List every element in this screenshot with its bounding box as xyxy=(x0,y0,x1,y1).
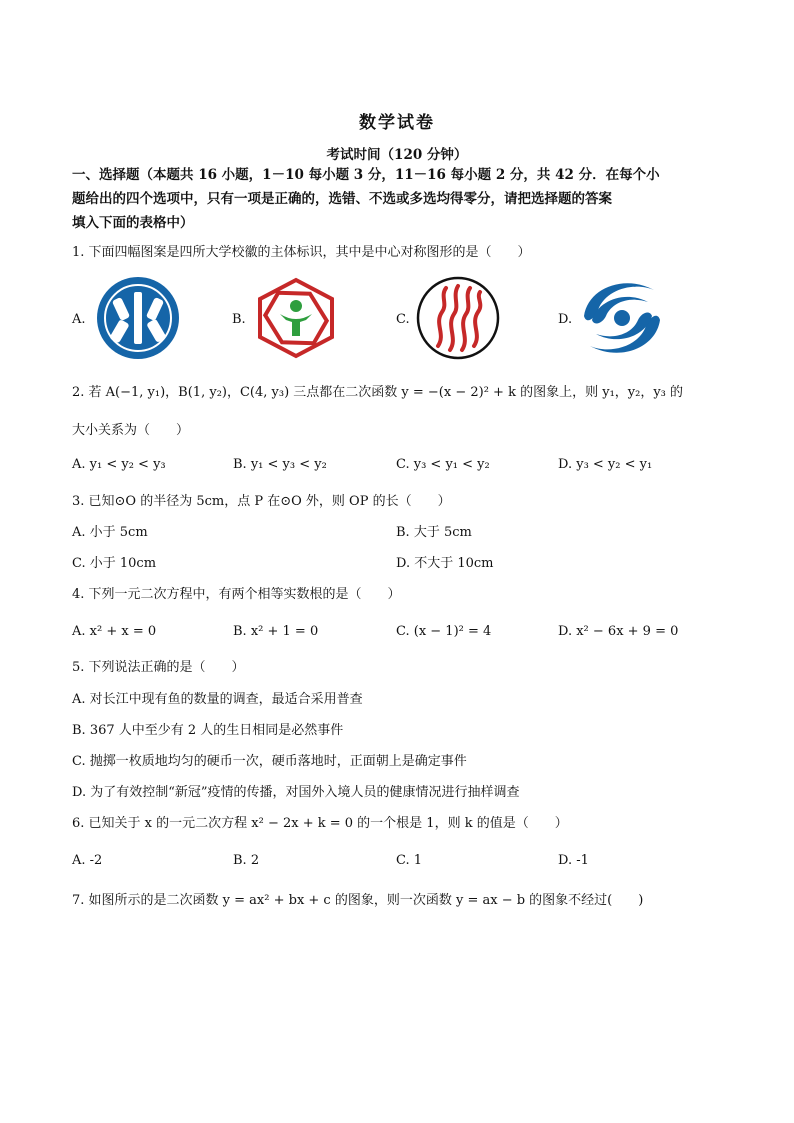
q6-option-b: B. 2 xyxy=(233,853,260,868)
question-7-stem: 7. 如图所示的是二次函数 y = ax² + bx + c 的图象，则一次函数 y = ax − b 的图象不经过( ) xyxy=(72,893,644,908)
q2-option-d: D. y₃ < y₂ < y₁ xyxy=(558,457,653,472)
question-1-stem: 1. 下面四幅图案是四所大学校徽的主体标识，其中是中心对称图形的是（ ） xyxy=(72,245,531,260)
q2-option-c: C. y₃ < y₁ < y₂ xyxy=(396,457,490,472)
section-heading-line-1: 一、选择题（本题共 16 小题，1－10 每小题 3 分，11－16 每小题 2 分，共 42 分．在每个小 xyxy=(72,167,660,183)
exam-time: 考试时间（120 分钟） xyxy=(326,147,468,163)
page-title: 数学试卷 xyxy=(359,113,435,133)
section-heading-line-3: 填入下面的表格中） xyxy=(72,215,194,231)
q1-option-d-label: D. xyxy=(558,312,573,327)
q4-option-c: C. (x − 1)² = 4 xyxy=(396,624,492,639)
q3-option-d: D. 不大于 10cm xyxy=(396,556,494,571)
q1-option-b-label: B. xyxy=(232,312,246,327)
q5-option-a: A. 对长江中现有鱼的数量的调查，最适合采用普查 xyxy=(72,692,363,707)
q5-option-c: C. 抛掷一枚质地均匀的硬币一次，硬币落地时，正面朝上是确定事件 xyxy=(72,754,467,769)
swirl-logo-icon xyxy=(578,276,666,360)
question-2-stem-line-2: 大小关系为（ ） xyxy=(72,423,190,438)
question-6-stem: 6. 已知关于 x 的一元二次方程 x² − 2x + k = 0 的一个根是 1，则 k 的值是（ ） xyxy=(72,816,568,831)
question-3-stem: 3. 已知⊙O 的半径为 5cm，点 P 在⊙O 外，则 OP 的长（ ） xyxy=(72,494,451,509)
q4-option-a: A. x² + x = 0 xyxy=(72,624,157,639)
q6-option-d: D. -1 xyxy=(558,853,589,868)
question-4-stem: 4. 下列一元二次方程中，有两个相等实数根的是（ ） xyxy=(72,587,401,602)
q6-option-a: A. -2 xyxy=(72,853,103,868)
hexagon-logo-icon xyxy=(252,276,340,360)
q2-option-b: B. y₁ < y₃ < y₂ xyxy=(233,457,327,472)
q1-option-a-label: A. xyxy=(72,312,86,327)
q4-option-b: B. x² + 1 = 0 xyxy=(233,624,319,639)
q6-option-c: C. 1 xyxy=(396,853,423,868)
q5-option-b: B. 367 人中至少有 2 人的生日相同是必然事件 xyxy=(72,723,344,738)
q3-option-a: A. 小于 5cm xyxy=(72,525,148,540)
q2-option-a: A. y₁ < y₂ < y₃ xyxy=(72,457,166,472)
question-5-stem: 5. 下列说法正确的是（ ） xyxy=(72,660,245,675)
q5-option-d: D. 为了有效控制“新冠”疫情的传播，对国外入境人员的健康情况进行抽样调查 xyxy=(72,785,520,800)
pku-logo-icon xyxy=(94,276,182,360)
section-heading-line-2: 题给出的四个选项中，只有一项是正确的，选错、不选或多选均得零分，请把选择题的答案 xyxy=(72,191,612,207)
flame-circle-logo-icon xyxy=(416,276,500,360)
q4-option-d: D. x² − 6x + 9 = 0 xyxy=(558,624,679,639)
q3-option-c: C. 小于 10cm xyxy=(72,556,157,571)
question-2-stem-line-1: 2. 若 A(−1, y₁)，B(1, y₂)，C(4, y₃) 三点都在二次函数 y = −(x − 2)² + k 的图象上，则 y₁，y₂，y₃ 的 xyxy=(72,385,684,400)
q3-option-b: B. 大于 5cm xyxy=(396,525,472,540)
q1-option-c-label: C. xyxy=(396,312,410,327)
